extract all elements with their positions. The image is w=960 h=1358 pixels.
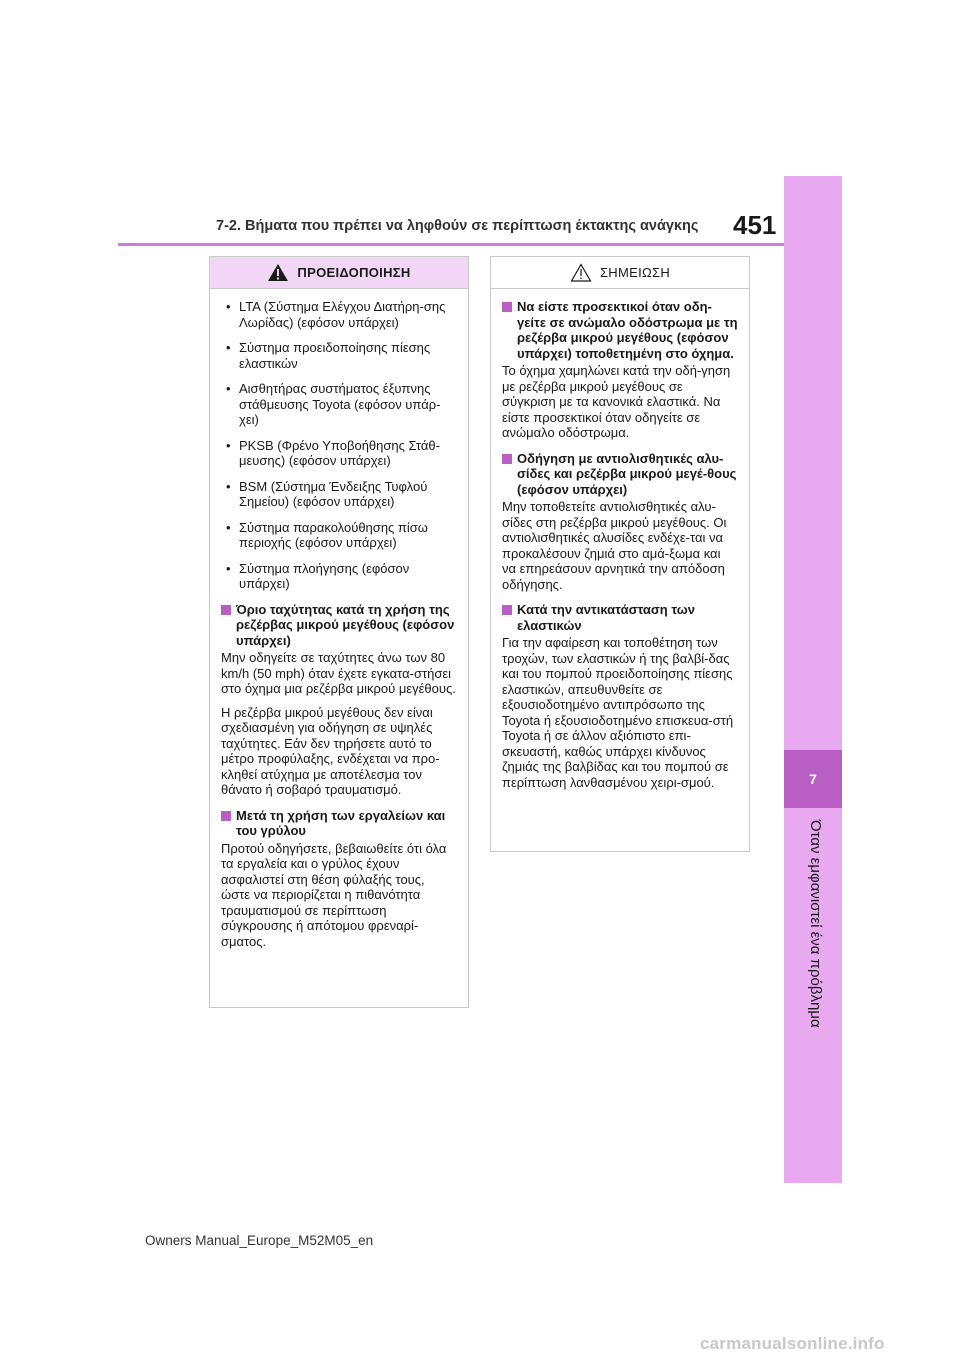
paragraph: Προτού οδηγήσετε, βεβαιωθείτε ότι όλα τα εργαλεία και ο γρύλος έχουν ασφαλιστεί στη θέση φύλαξής τους, ώστε να περιορίζεται η πιθανότητα τραυματισμού σε περίπτωση σύγκρουσης ή απότομου φρεναρί-σματος.: [221, 840, 447, 949]
notice-box-header: [491, 257, 749, 289]
list-item: • PKSB (Φρένο Υποβοήθησης Στάθ-μευσης) (εφόσον υπάρχει): [221, 438, 457, 469]
section-title-text: Όριο ταχύτητας κατά τη χρήση της ρεζέρβας μικρού μεγέθους (εφόσον υπάρχει): [236, 601, 455, 648]
notice-heading: ΣΗΜΕΙΩΣΗ: [599, 265, 671, 280]
notice-section-tire-replacement: [502, 602, 738, 633]
list-item: • Αισθητήρας συστήματος έξυπνης στάθμευσης Toyota (εφόσον υπάρ-χει): [221, 381, 457, 428]
footer-document-id: Owners Manual_Europe_M52M05_en: [145, 1233, 374, 1248]
section-title-text: Μετά τη χρήση των εργαλείων και του γρύλου: [236, 807, 446, 838]
paragraph: Το όχημα χαμηλώνει κατά την οδή-γηση με ρεζέρβα μικρού μεγέθους σε σύγκριση με τα κανονικά ελαστικά. Να είστε προσεκτικοί όταν οδηγείτε σε ανώμαλο οδόστρωμα.: [502, 363, 731, 440]
list-item: • Σύστημα παρακολούθησης πίσω περιοχής (εφόσον υπάρχει): [221, 520, 457, 551]
warning-bullet-list: [221, 299, 457, 592]
page-number: 451: [733, 210, 777, 240]
list-item: • LTA (Σύστημα Ελέγχου Διατήρη-σης Λωρίδας) (εφόσον υπάρχει): [221, 299, 457, 330]
warning-box: [209, 256, 469, 1008]
warning-box-header: [210, 257, 468, 289]
list-item: • BSM (Σύστημα Ένδειξης Τυφλού Σημείου) (εφόσον υπάρχει): [221, 479, 457, 510]
notice-box: [490, 256, 750, 852]
paragraph: Μην οδηγείτε σε ταχύτητες άνω των 80 km/h (50 mph) όταν έχετε εγκατα-στήσει στο όχημα μια ρεζέρβα μικρού μεγέθους.: [221, 650, 456, 696]
section-title-text: Να είστε προσεκτικοί όταν οδη-γείτε σε ανώμαλο οδόστρωμα με τη ρεζέρβα μικρού μεγέθους (εφόσον υπάρχει) τοποθετημένη στο όχημα.: [517, 299, 738, 361]
square-bullet-icon: [502, 302, 512, 312]
warning-section-speed-limit: [221, 602, 457, 649]
square-bullet-icon: [502, 605, 512, 615]
section-header-title: 7-2. Βήματα που πρέπει να ληφθούν σε περίπτωση έκτακτης ανάγκης: [216, 218, 699, 234]
list-item: • Σύστημα προειδοποίησης πίεσης ελαστικών: [221, 340, 457, 371]
list-item: • Σύστημα πλοήγησης (εφόσον υπάρχει): [221, 561, 457, 592]
section-title-text: Κατά την αντικατάσταση των ελαστικών: [517, 602, 696, 633]
warning-section-tools: [221, 808, 457, 839]
header-divider: [118, 243, 784, 246]
paragraph: Για την αφαίρεση και τοποθέτηση των τροχών, των ελαστικών ή της βαλβί-δας και του πομπού προειδοποίησης πίεσης ελαστικών, απευθυνθείτε σε εξουσιοδοτημένο αντιπρόσωπο της Toyota ή εξουσιοδοτημένο επισκευα-στή Toyota ή σε άλλον αξιόπιστο επι-σκευαστή, καθώς υπάρχει κίνδυνος ζημιάς της βαλβίδας και του πομπού σε περίπτωση λανθασμένου χειρι-σμού.: [502, 635, 734, 790]
square-bullet-icon: [221, 811, 231, 821]
site-watermark: carmanualsonline.info: [700, 1334, 885, 1353]
paragraph: Μην τοποθετείτε αντιολισθητικές αλυ-σίδες στη ρεζέρβα μικρού μεγέθους. Οι αντιολισθητικές αλυσίδες ενδέχε-ται να προκαλέσουν ζημιά στο αμά-ξωμα και να επηρεάσουν αρνητικά την απόδοση οδήγησης.: [502, 499, 727, 592]
section-title-text: Οδήγηση με αντιολισθητικές αλυ-σίδες και ρεζέρβα μικρού μεγέ-θους (εφόσον υπάρχει): [517, 450, 737, 497]
notice-section-rough-road: [502, 299, 738, 361]
warning-triangle-icon: [267, 263, 289, 282]
square-bullet-icon: [502, 454, 512, 464]
chapter-number-badge: 7: [784, 750, 842, 808]
notice-triangle-icon: [570, 263, 592, 282]
paragraph: Η ρεζέρβα μικρού μεγέθους δεν είναι σχεδιασμένη για οδήγηση σε υψηλές ταχύτητες. Εάν δεν τηρήσετε αυτό το μέτρο προφύλαξης, ενδέχεται να προ-κληθεί ατύχημα με αποτέλεσμα τον θάνατο ή σοβαρό τραυματισμό.: [221, 704, 440, 797]
warning-heading: ΠΡΟΕΙΔΟΠΟΙΗΣΗ: [297, 265, 411, 280]
chapter-title-vertical: Όταν εμφανιστεί ένα πρόβλημα: [807, 820, 824, 1028]
square-bullet-icon: [221, 605, 231, 615]
notice-section-snow-chains: [502, 451, 738, 498]
